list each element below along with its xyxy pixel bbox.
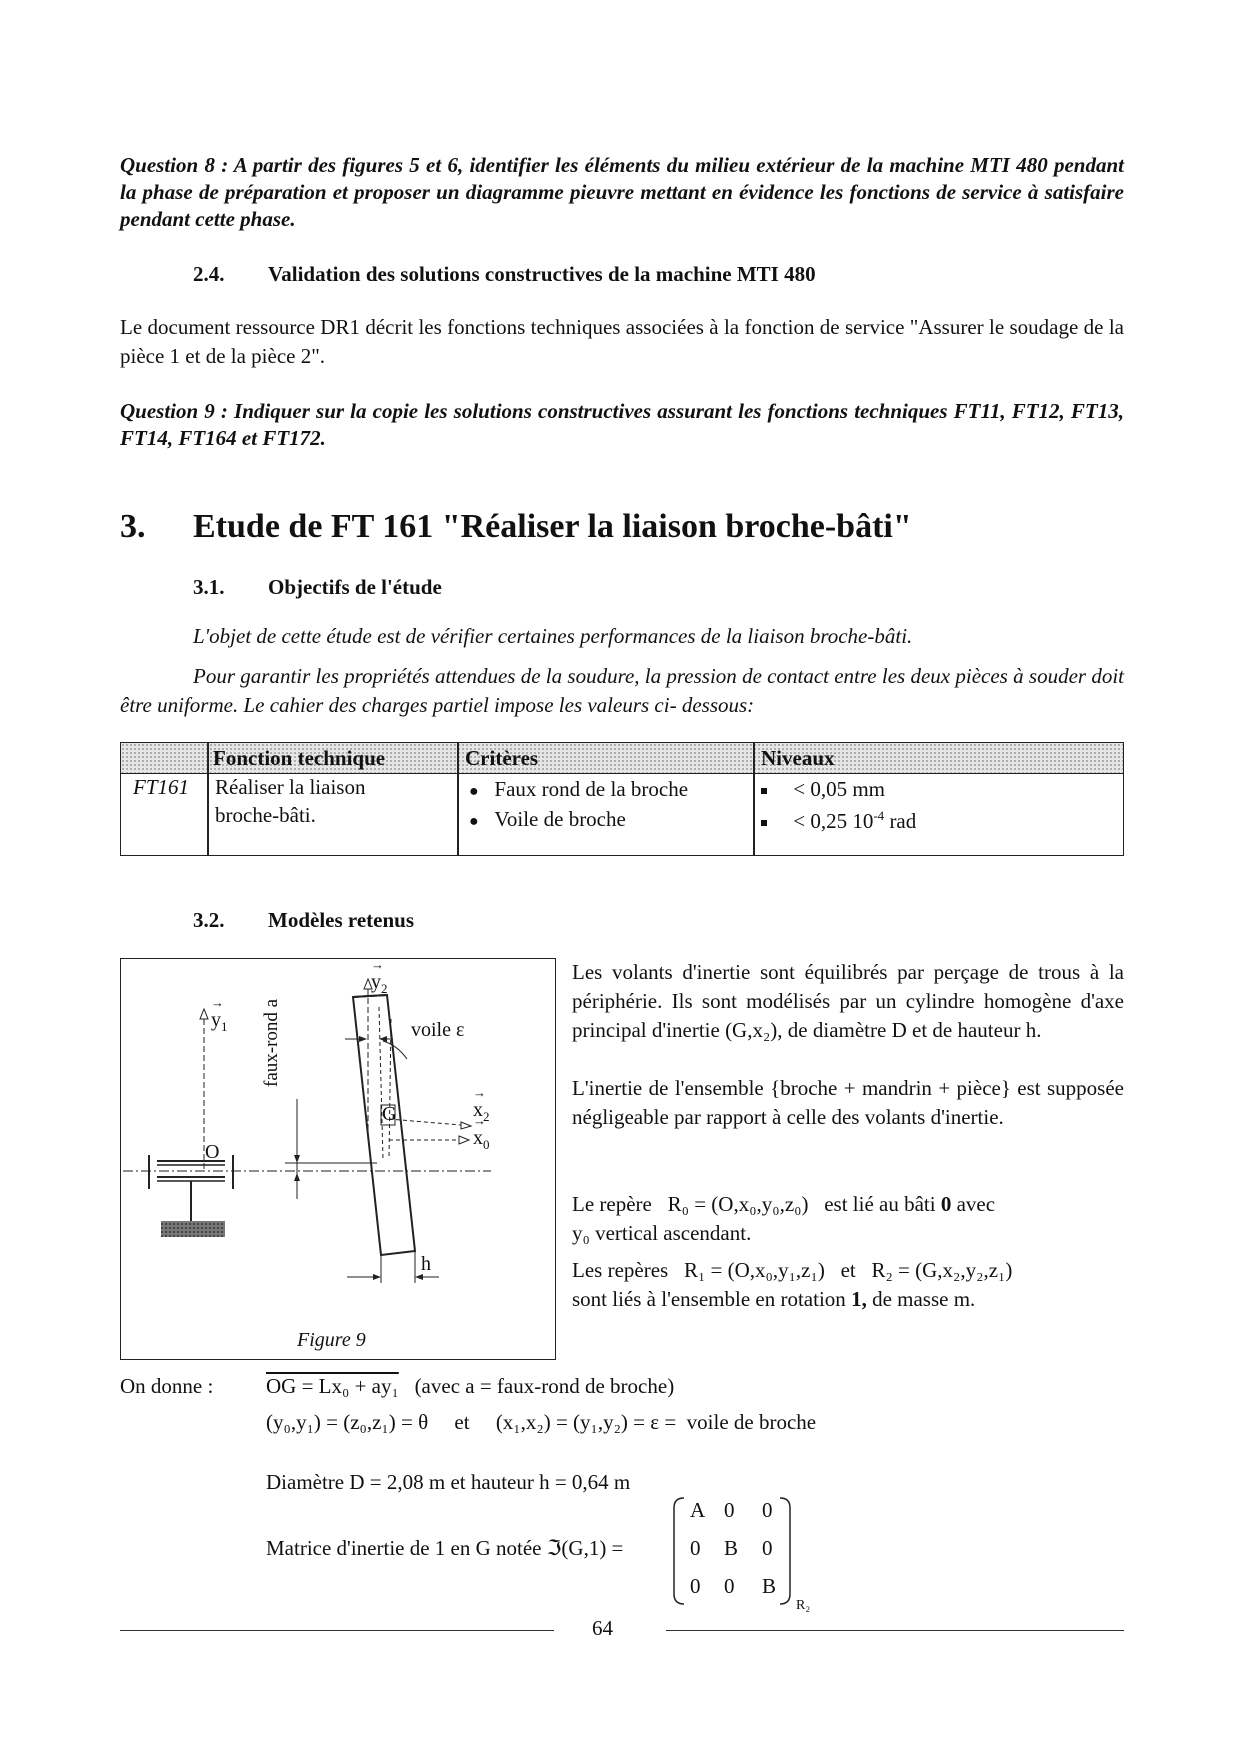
level-2-exponent: -4: [873, 808, 885, 823]
label-x2: → $x_2$: [473, 1099, 490, 1122]
footer-rule-right: [666, 1630, 1124, 1631]
table-divider: [207, 743, 209, 855]
label-h: h: [421, 1253, 431, 1275]
footer-rule-left: [120, 1630, 554, 1631]
criterion-1-text: Faux rond de la broche: [494, 777, 689, 801]
question-8: Question 8 : A partir des figures 5 et 6, identifier les éléments du milieu extérieur de la machine MTI 480 pendant la phase de préparation et proposer un diagramme pieuvre mettant en évidence les fonctions de service à satisfaire pendant cette phase.: [120, 153, 1124, 231]
section-3-number: 3.: [120, 508, 146, 545]
table-cell-level-2: [761, 807, 916, 835]
matrix-cell: 0: [724, 1498, 735, 1522]
label-x0: → $x_0$: [473, 1127, 490, 1150]
level-2-unit: rad: [884, 809, 917, 833]
table-cell-function-line2: broche-bâti.: [215, 803, 316, 827]
label-voile: voile ε: [411, 1019, 465, 1041]
given-line-1: OG = Lx₀ + ay₁ (avec a = faux-rond de broche): [266, 1374, 675, 1398]
criterion-2-text: Voile de broche: [494, 807, 626, 831]
x2-axis: [389, 1119, 461, 1125]
given-line-4: Matrice d'inertie de 1 en G notée ℑ(G,1) =: [266, 1536, 624, 1560]
bullet-icon: ●: [469, 813, 479, 830]
level-1-text: < 0,05 mm: [793, 777, 886, 801]
table-cell-criterion-2: [469, 805, 626, 836]
table-header-criteria: Critères: [465, 746, 539, 770]
label-G: G: [382, 1103, 397, 1125]
inertia-matrix: [672, 1494, 796, 1610]
section-3-1-number: 3.1.: [193, 575, 225, 599]
table-cell-code: FT161: [133, 775, 190, 799]
matrix-cell: 0: [690, 1536, 701, 1560]
label-O: O: [205, 1141, 220, 1163]
frame-R0: R₀ = (O,x₀,y₀,z₀): [667, 1192, 809, 1216]
objective-1: L'objet de cette étude est de vérifier certaines performances de la liaison broche-bâti.: [193, 624, 913, 648]
dimension-arrow-icon: [373, 1274, 381, 1280]
matrix-subscript: R₂: [796, 1598, 811, 1613]
question-9: Question 9 : Indiquer sur la copie les solutions constructives assurant les fonctions techniques FT11, FT12, FT13, FT14, FT164 et FT172.: [120, 399, 1124, 450]
table-cell-criterion-1: [469, 775, 688, 806]
given-label: On donne :: [120, 1374, 214, 1398]
objective-2: Pour garantir les propriétés attendues de la soudure, la pression de contact entre les deux pièces à souder doit être uniforme. Le cahier des charges partiel impose les valeurs ci- dessous:: [120, 664, 1124, 717]
matrix-cell: 0: [762, 1498, 773, 1522]
section-3-1-title: Objectifs de l'étude: [268, 575, 442, 599]
dimension-arrow-icon: [294, 1155, 300, 1163]
level-2-text: < 0,25 10: [793, 809, 874, 833]
label-y2: → $y_2$: [371, 971, 388, 994]
axis-notation: (G,x₂): [725, 1018, 778, 1042]
matrix-cell: A: [690, 1498, 706, 1522]
table-divider: [457, 743, 459, 855]
section-3-2-title: Modèles retenus: [268, 908, 415, 932]
x0-arrow-icon: [459, 1136, 469, 1144]
figure-caption: Figure 9: [297, 1329, 366, 1351]
bullet-icon: ●: [469, 783, 479, 800]
square-bullet-icon: [761, 820, 767, 826]
right-paragraph-1: Les volants d'inertie sont équilibrés par perçage de trous à la périphérie. Ils sont modélisés par un cylindre homogène d'axe principal d'inertie (G,x₂), de diamètre D et de hauteur h.: [572, 960, 1124, 1042]
label-faux-rond: faux-rond a: [261, 998, 282, 1087]
figure-9: [120, 958, 556, 1360]
page-number: 64: [592, 1616, 613, 1640]
frame-R1: R₁ = (O,x₀,y₁,z₁): [683, 1258, 825, 1282]
table-cell-function-line1: Réaliser la liaison: [215, 775, 366, 799]
right-paragraph-2: L'inertie de l'ensemble {broche + mandrin + pièce} est supposée négligeable par rapport à celle des volants d'inertie.: [572, 1076, 1124, 1129]
section-3-title: Etude de FT 161 "Réaliser la liaison broche-bâti": [193, 508, 912, 545]
table-header-levels: Niveaux: [761, 746, 835, 770]
table-header-function: Fonction technique: [213, 746, 386, 770]
frame-R2: R₂ = (G,x₂,y₂,z₁): [871, 1258, 1013, 1282]
square-bullet-icon: [761, 788, 767, 794]
given-line-2: (y₀,y₁) = (z₀,z₁) = θ et (x₁,x₂) = (y₁,y₂) = ε = voile de broche: [266, 1410, 817, 1434]
y1-arrow-icon: [200, 1009, 208, 1019]
x2-arrow-icon: [461, 1122, 471, 1129]
matrix-cell: B: [724, 1536, 739, 1560]
dimension-arrow-icon: [359, 1036, 367, 1042]
table-divider: [753, 743, 755, 855]
matrix-cell: 0: [762, 1536, 773, 1560]
section-2-4-title: Validation des solutions constructives de la machine MTI 480: [268, 262, 816, 286]
section-2-4-number: 2.4.: [193, 262, 225, 286]
right-paragraph-4: Les repères R₁ = (O,x₀,y₁,z₁) et R₂ = (G,x₂,y₂,z₁) sont liés à l'ensemble en rotation 1, de masse m.: [572, 1258, 1013, 1311]
matrix-cell: 0: [690, 1574, 701, 1598]
section-3-2-number: 3.2.: [193, 908, 225, 932]
matrix-cell: 0: [724, 1574, 735, 1598]
paragraph-dr1: Le document ressource DR1 décrit les fonctions techniques associées à la fonction de service "Assurer le soudage de la pièce 1 et de la pièce 2".: [120, 315, 1124, 368]
matrix-cell: B: [762, 1574, 777, 1598]
table-cell-level-1: [761, 775, 885, 803]
figure-9-drawing: [121, 959, 557, 1361]
right-paragraph-3: Le repère R₀ = (O,x₀,y₀,z₀) est lié au bâti 0 avec y₀ vertical ascendant.: [572, 1192, 996, 1245]
spec-table: [120, 742, 1124, 856]
given-line-3: Diamètre D = 2,08 m et hauteur h = 0,64 m: [266, 1470, 631, 1494]
dimension-arrow-icon: [294, 1173, 300, 1181]
label-y1: → $y_1$: [211, 1009, 228, 1032]
